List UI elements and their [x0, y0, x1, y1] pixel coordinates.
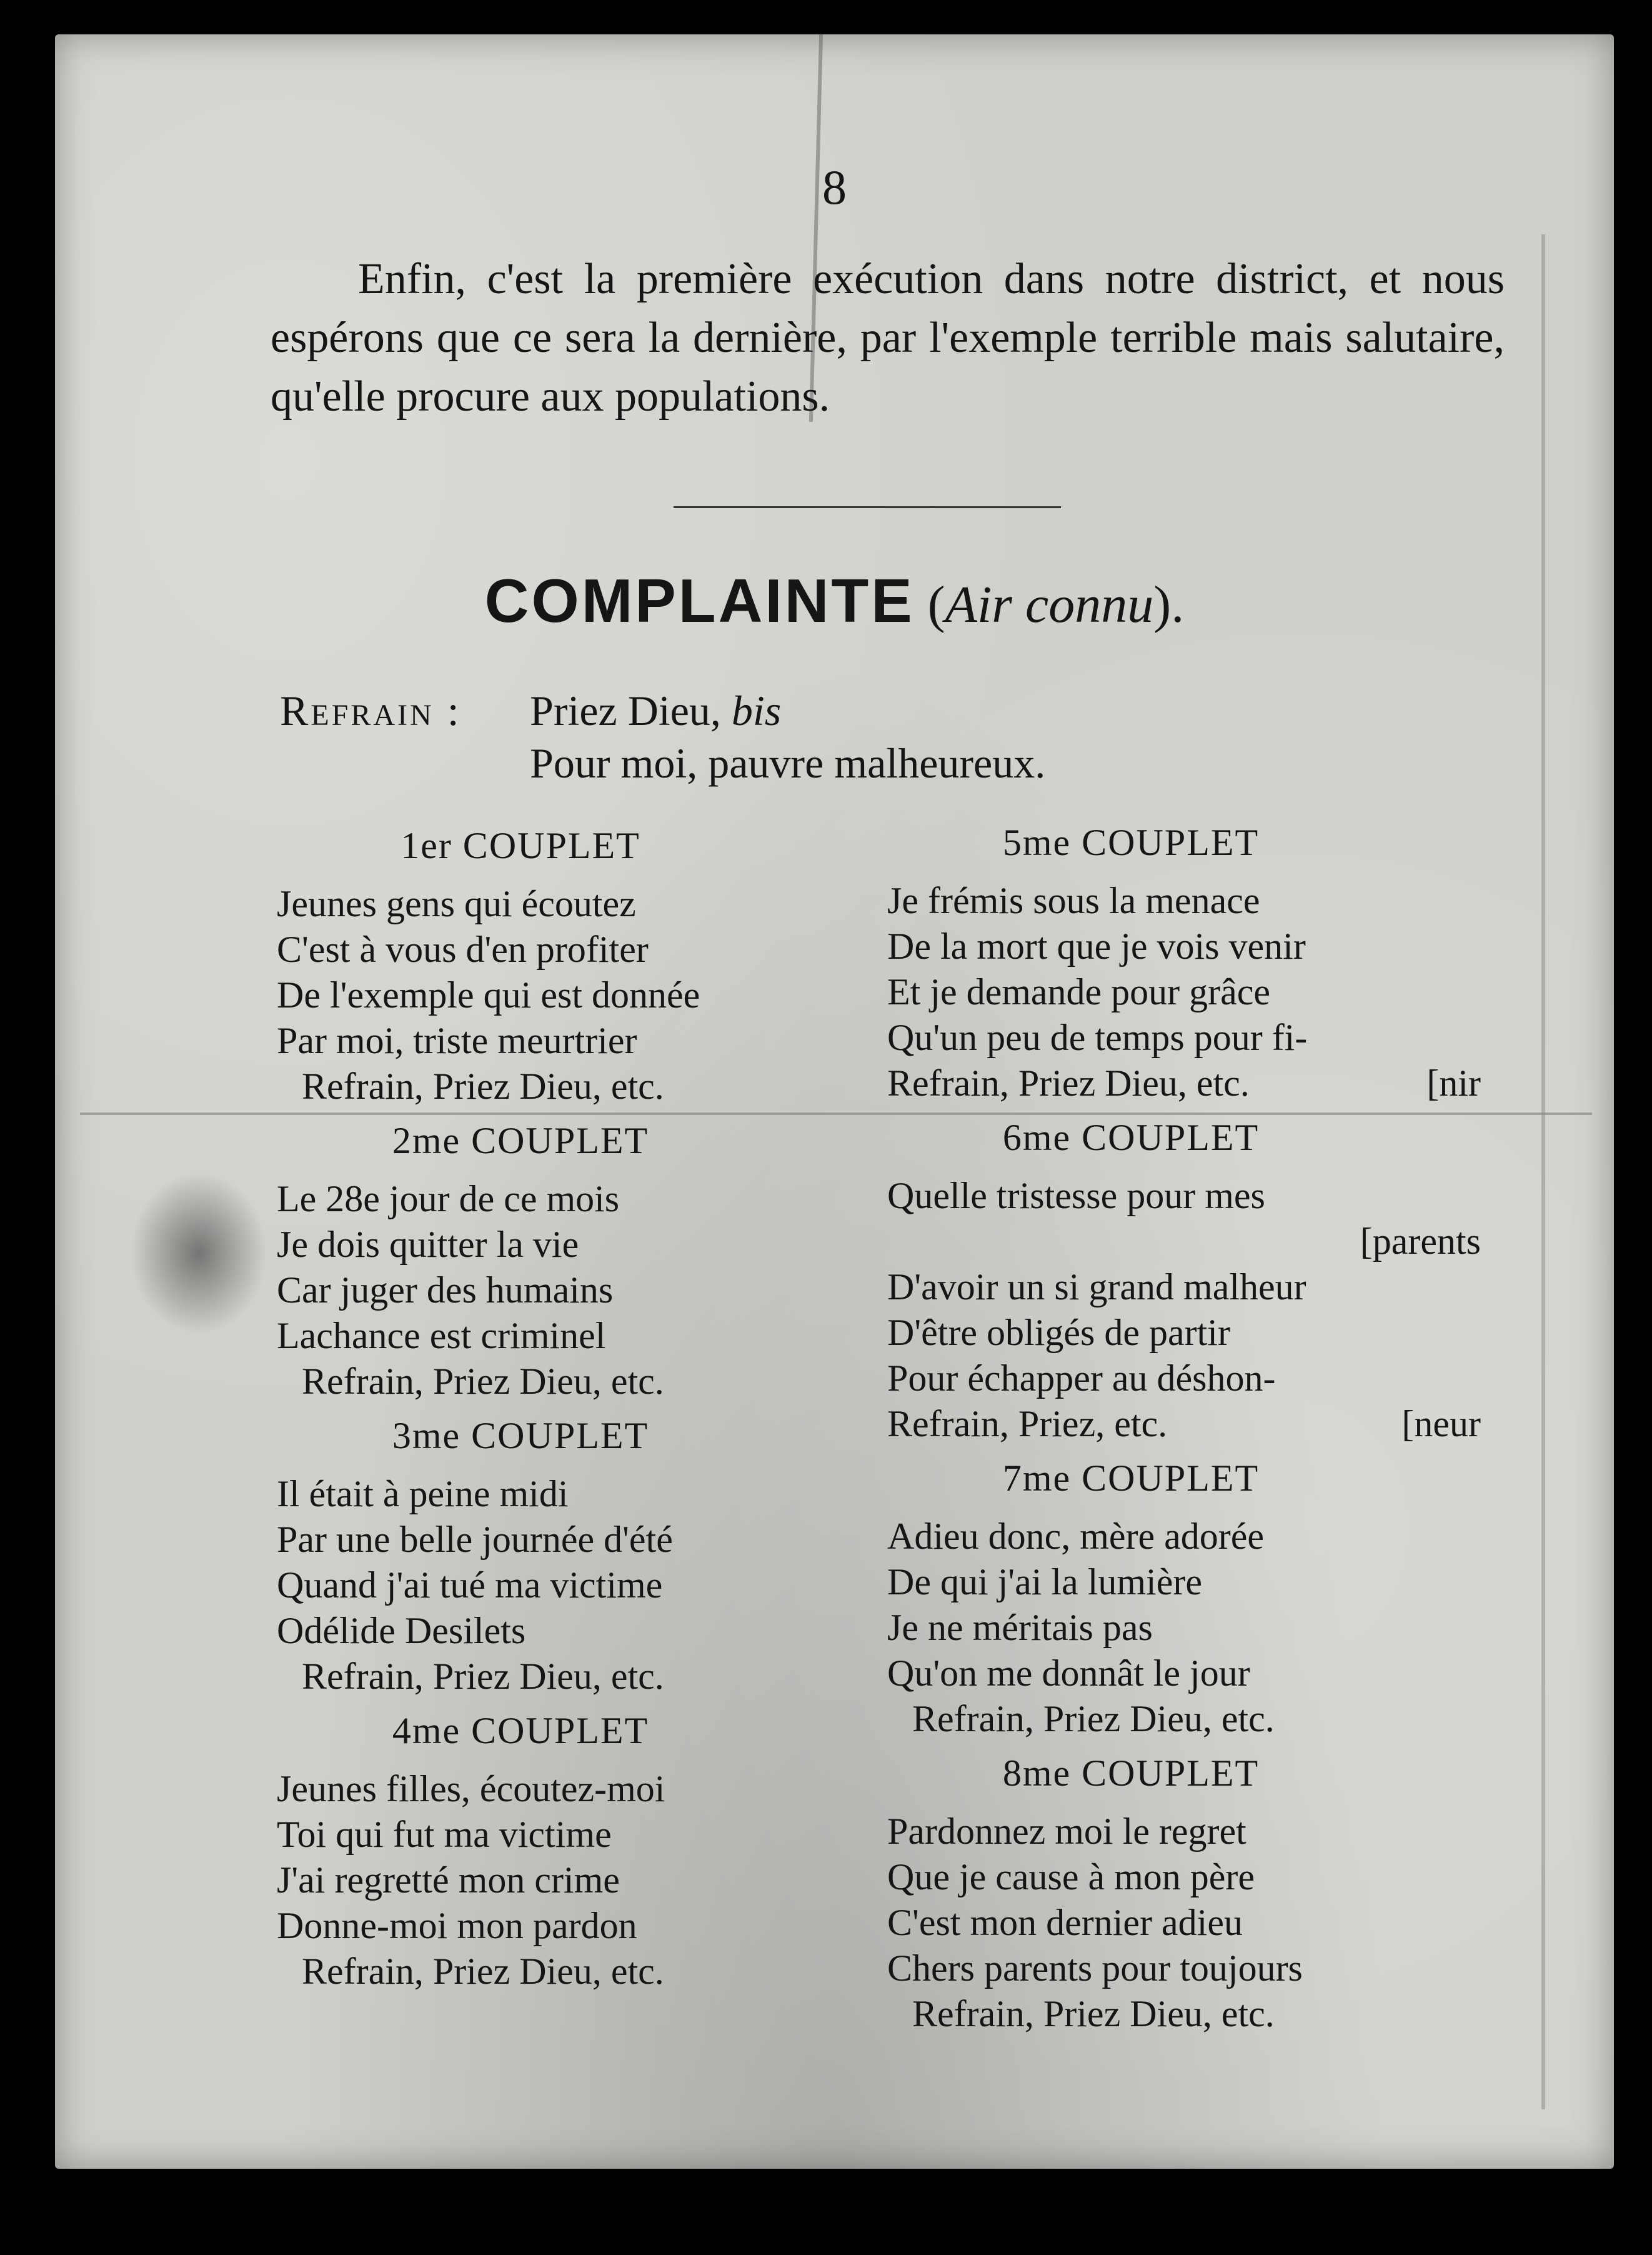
couplet-refrain: Refrain, Priez Dieu, etc. — [302, 1656, 664, 1697]
couplet-heading: 3me COUPLET — [392, 1415, 649, 1456]
title-close-paren: ). — [1153, 576, 1185, 634]
hyphen-continuation: [parents — [1360, 1221, 1481, 1262]
couplet-line: J'ai regretté mon crime — [277, 1859, 620, 1901]
scanned-page — [55, 34, 1614, 2169]
couplet-heading: 2me COUPLET — [392, 1120, 649, 1161]
couplet-line: Il était à peine midi — [277, 1473, 569, 1514]
couplet-2 — [277, 1118, 933, 1404]
couplet-heading: 8me COUPLET — [1002, 1752, 1260, 1794]
couplet-line: Odélide Desilets — [277, 1610, 526, 1651]
couplet-refrain: Refrain, Priez Dieu, etc. — [302, 1951, 664, 1992]
couplet-heading: 1er COUPLET — [401, 825, 640, 866]
couplet-refrain-row — [887, 1061, 1481, 1106]
couplet-line: Et je demande pour grâce — [887, 971, 1271, 1012]
right-column — [887, 820, 1543, 2046]
page-number: 8 — [822, 160, 847, 214]
couplet-1 — [277, 823, 933, 1109]
couplet-line: D'avoir un si grand malheur — [887, 1266, 1306, 1308]
title-open-paren: ( — [914, 576, 945, 634]
couplet-8 — [887, 1751, 1543, 2037]
couplet-line: Quand j'ai tué ma victime — [277, 1564, 663, 1606]
title-main: COMPLAINTE — [484, 566, 915, 635]
couplet-heading: 4me COUPLET — [392, 1710, 649, 1751]
couplet-line: Jeunes gens qui écoutez — [277, 883, 636, 924]
couplet-line: Quelle tristesse pour mes — [887, 1175, 1265, 1216]
page-title — [55, 566, 1614, 636]
couplet-line: Jeunes filles, écoutez-moi — [277, 1768, 665, 1809]
refrain-bis: bis — [731, 687, 782, 734]
couplet-5 — [887, 820, 1543, 1106]
couplet-refrain: Refrain, Priez Dieu, etc. — [887, 1062, 1250, 1104]
left-column — [277, 823, 933, 2003]
refrain-line-2: Pour moi, pauvre malheureux. — [530, 739, 1046, 787]
couplet-line: Adieu donc, mère adorée — [887, 1516, 1265, 1557]
couplet-heading: 5me COUPLET — [1002, 822, 1260, 863]
couplet-line: Je dois quitter la vie — [277, 1224, 579, 1265]
couplet-line: Chers parents pour toujours — [887, 1948, 1303, 1989]
intro-paragraph: Enfin, c'est la première exécution dans notre district, et nous espérons que ce sera la dernière, par l'exemple terrible mais salutaire, qu'elle procure aux populations. — [271, 255, 1505, 421]
refrain-row-1 — [280, 684, 1045, 737]
couplet-3 — [277, 1413, 933, 1699]
couplet-line: Donne-moi mon pardon — [277, 1905, 637, 1946]
couplet-refrain: Refrain, Priez, etc. — [887, 1403, 1168, 1444]
hyphen-continuation: [nir — [1426, 1062, 1481, 1104]
couplet-line: Je ne méritais pas — [887, 1607, 1153, 1648]
couplet-line: Qu'un peu de temps pour fi- — [887, 1017, 1308, 1058]
hyphen-continuation: [neur — [1401, 1403, 1481, 1444]
refrain-header — [280, 684, 1045, 789]
couplet-refrain: Refrain, Priez Dieu, etc. — [912, 1698, 1275, 1739]
ornamental-divider — [674, 506, 1061, 508]
couplet-line: Je frémis sous la menace — [887, 880, 1260, 921]
couplet-line: Lachance est criminel — [277, 1315, 606, 1356]
couplet-4 — [277, 1708, 933, 1994]
couplet-line: Que je cause à mon père — [887, 1856, 1255, 1898]
couplet-line: C'est mon dernier adieu — [887, 1902, 1243, 1943]
couplet-line: Toi qui fut ma victime — [277, 1814, 612, 1855]
couplet-refrain: Refrain, Priez Dieu, etc. — [302, 1361, 664, 1402]
couplet-refrain-row — [887, 1401, 1481, 1447]
couplet-line: Pardonnez moi le regret — [887, 1811, 1246, 1852]
couplet-line: Le 28e jour de ce mois — [277, 1178, 620, 1219]
couplet-line: De qui j'ai la lumière — [887, 1561, 1202, 1602]
couplet-line: Car juger des humains — [277, 1269, 614, 1311]
couplet-refrain: Refrain, Priez Dieu, etc. — [302, 1066, 664, 1107]
couplet-line: De l'exemple qui est donnée — [277, 974, 700, 1016]
couplet-line: Pour échapper au déshon- — [887, 1358, 1276, 1399]
couplet-line: Par moi, triste meurtrier — [277, 1020, 637, 1061]
refrain-line-1: Priez Dieu, — [530, 687, 732, 734]
couplet-line: Par une belle journée d'été — [277, 1519, 673, 1560]
couplet-heading: 6me COUPLET — [1002, 1117, 1260, 1158]
couplet-line: C'est à vous d'en profiter — [277, 929, 649, 970]
refrain-label: Refrain : — [280, 687, 462, 734]
title-air: Air connu — [945, 576, 1154, 634]
couplet-line: De la mort que je vois venir — [887, 926, 1306, 967]
couplet-6 — [887, 1115, 1543, 1447]
couplet-line: D'être obligés de partir — [887, 1312, 1230, 1353]
ink-smudge — [130, 1172, 267, 1334]
couplet-line: Qu'on me donnât le jour — [887, 1652, 1250, 1694]
couplet-heading: 7me COUPLET — [1002, 1458, 1260, 1499]
couplet-7 — [887, 1456, 1543, 1742]
couplet-refrain: Refrain, Priez Dieu, etc. — [912, 1993, 1275, 2034]
